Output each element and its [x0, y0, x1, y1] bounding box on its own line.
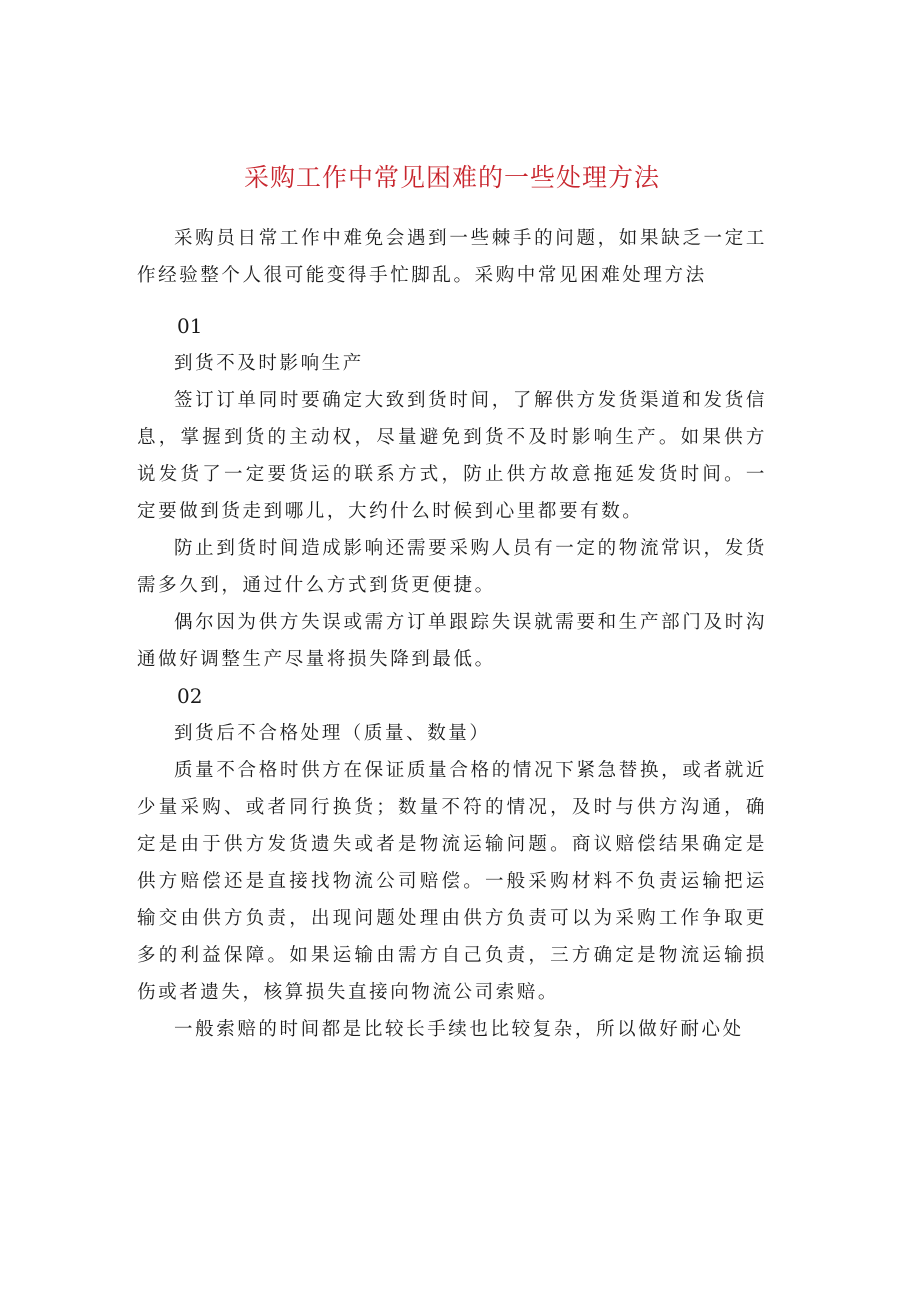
section-heading-01: 到货不及时影响生产 [174, 353, 364, 374]
intro-paragraph: 采购员日常工作中难免会遇到一些棘手的问题，如果缺乏一定工作经验整个人很可能变得手忙脚乱。采购中常见困难处理方法 [137, 228, 767, 286]
document-title: 采购工作中常见困难的一些处理方法 [243, 163, 660, 192]
document-page [137, 150, 767, 1048]
section-02-paragraph-2: 一般索赔的时间都是比较长手续也比较复杂，所以做好耐心处 [174, 1019, 744, 1040]
section-number-02: 02 [177, 684, 203, 708]
section-01-paragraph-2: 防止到货时间造成影响还需要采购人员有一定的物流常识，发货需多久到，通过什么方式到货更便捷。 [137, 538, 767, 596]
section-01-paragraph-1: 签订订单同时要确定大致到货时间，了解供方发货渠道和发货信息，掌握到货的主动权，尽量避免到货不及时影响生产。如果供方说发货了一定要货运的联系方式，防止供方故意拖延发货时间。一定要做到货走到哪儿，大约什么时候到心里都要有数。 [137, 390, 767, 522]
section-02-paragraph-1: 质量不合格时供方在保证质量合格的情况下紧急替换，或者就近少量采购、或者同行换货；数量不符的情况，及时与供方沟通，确定是由于供方发货遗失或者是物流运输问题。商议赔偿结果确定是供方赔偿还是直接找物流公司赔偿。一般采购材料不负责运输把运输交由供方负责，出现问题处理由供方负责可以为采购工作争取更多的利益保障。如果运输由需方自己负责，三方确定是物流运输损伤或者遗失，核算损失直接向物流公司索赔。 [137, 760, 767, 1003]
section-number-01: 01 [177, 314, 203, 338]
section-heading-02: 到货后不合格处理（质量、数量） [174, 723, 491, 744]
section-01-paragraph-3: 偶尔因为供方失误或需方订单跟踪失误就需要和生产部门及时沟通做好调整生产尽量将损失降到最低。 [137, 612, 767, 670]
